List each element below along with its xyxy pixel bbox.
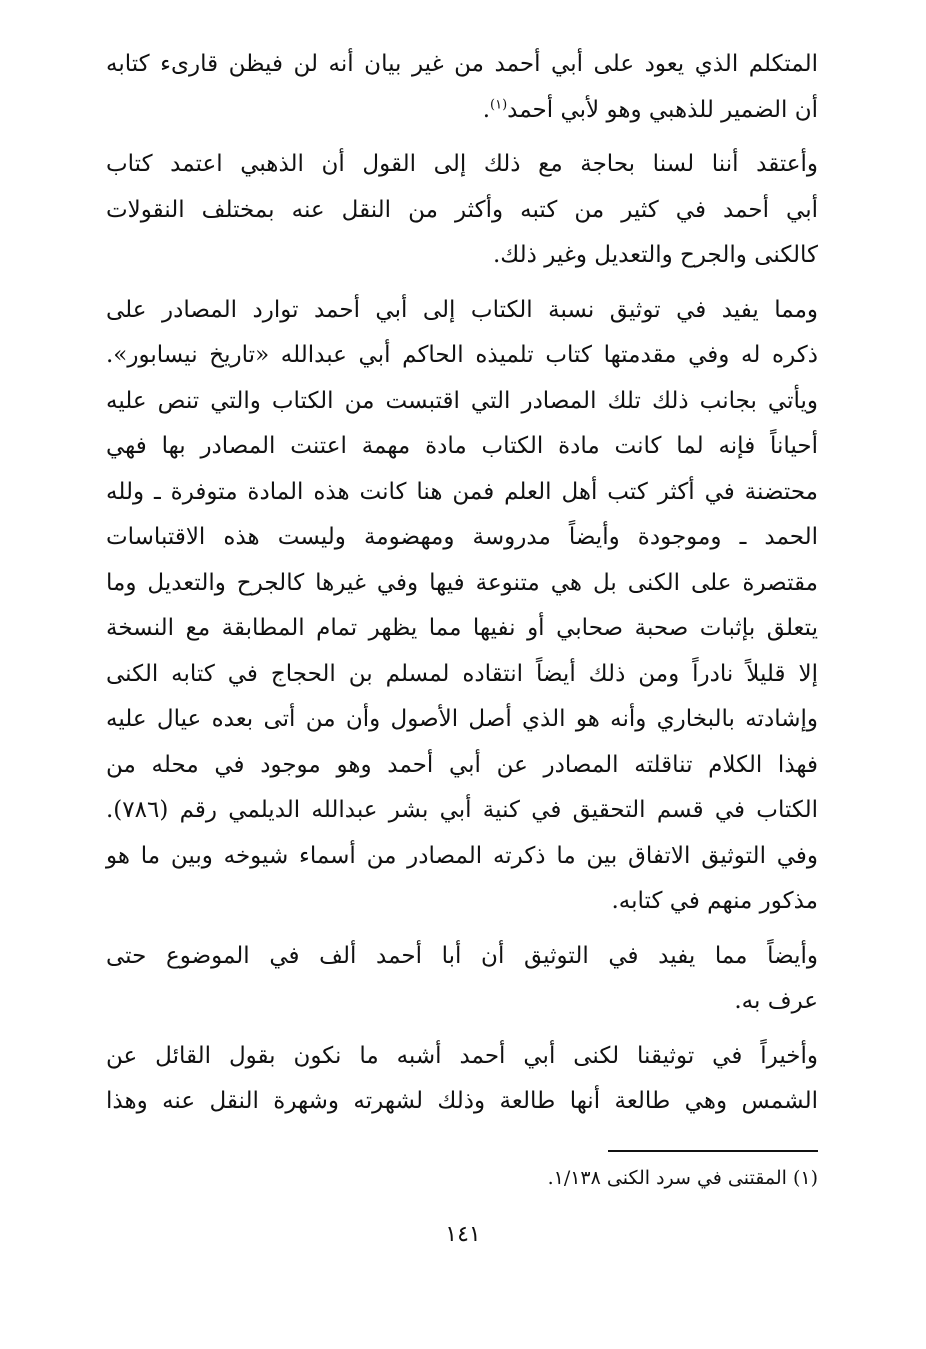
text-line: وفي التوثيق الاتفاق بين ما ذكرته المصادر من أسماء شيوخه وبين ما هو (106, 842, 818, 869)
body-text (106, 42, 818, 1134)
text-line: الشمس وهي طالعة أنها طالعة وذلك لشهرته وشهرة النقل عنه وهذا (106, 1088, 818, 1114)
text-line: ذكره له وفي مقدمتها كتاب تلميذه الحاكم أبي عبدالله «تاريخ نيسابور». (106, 342, 818, 368)
text-line: مذكور منهم في كتابه. (611, 888, 818, 914)
paragraph-5 (106, 1034, 818, 1125)
page-number: ١٤١ (445, 1222, 481, 1247)
text-line: أحياناً فإنه لما كانت مادة الكتاب مادة مهمة اعتنت المصادر بها فهي (106, 433, 818, 459)
footnote-reference[interactable]: (١) (490, 96, 508, 112)
paragraph-4 (106, 934, 818, 1025)
text-line: مقتصرة على الكنى بل هي متنوعة فيها وفي غيرها كالجرح والتعديل وما (106, 569, 818, 596)
text-segment: أن الضمير للذهبي وهو لأبي أحمد (507, 96, 818, 123)
text-line: إلا قليلاً نادراً ومن ذلك أيضاً انتقاده لمسلم بن الحجاج في كتابه الكنى (106, 660, 818, 687)
text-line: الكتاب في قسم التحقيق في كنية أبي بشر عبدالله الديلمي رقم (٧٨٦). (106, 797, 818, 823)
text-line: المتكلم الذي يعود على أبي أحمد من غير بيان أنه لن فيظن قارىء كتابه (106, 51, 818, 77)
paragraph-2 (106, 142, 818, 279)
text-line: كالكنى والجرح والتعديل وغير ذلك. (492, 242, 818, 268)
text-line: أبي أحمد في كثير من كتبه وأكثر من النقل عنه بمختلف النقولات (106, 196, 818, 223)
text-line: ويأتي بجانب ذلك تلك المصادر التي اقتبست من الكتاب والتي تنص عليه (106, 387, 818, 414)
text-line (106, 88, 818, 134)
paragraph-1 (106, 42, 818, 133)
text-line: ومما يفيد في توثيق نسبة الكتاب إلى أبي أحمد توارد المصادر على (106, 296, 818, 323)
text-line: وأخيراً في توثيقنا لكنى أبي أحمد أشبه ما نكون بقول القائل عن (106, 1042, 818, 1069)
text-line: وأيضاً مما يفيد في التوثيق أن أبا أحمد ألف في الموضوع حتى (106, 942, 818, 969)
text-line: محتضنة في أكثر كتب أهل العلم فمن هنا كانت هذه المادة متوفرة ـ ولله (106, 478, 818, 505)
text-line: يتعلق بإثبات صحبة صحابي أو نفيها مما يظهر تمام المطابقة مع النسخة (106, 615, 818, 641)
text-line: عرف به. (734, 988, 818, 1014)
text-line: فهذا الكلام تناقلته المصادر عن أبي أحمد وهو موجود في محله من (106, 751, 818, 778)
paragraph-3 (106, 288, 818, 925)
text-line: الحمد ـ وموجودة وأيضاً مدروسة ومهضومة وليست هذه الاقتباسات (106, 524, 818, 550)
footnote: (١) المقتنى في سرد الكنى ١/١٣٨. (547, 1167, 818, 1189)
text-line: وإشادته بالبخاري وأنه هو الذي أصل الأصول وأن من أتى بعده عيال عليه (106, 706, 818, 732)
footnote-divider (608, 1150, 818, 1152)
text-line: وأعتقد أننا لسنا بحاجة مع ذلك إلى القول أن الذهبي اعتمد كتاب (106, 151, 818, 177)
text-segment: . (482, 96, 491, 123)
